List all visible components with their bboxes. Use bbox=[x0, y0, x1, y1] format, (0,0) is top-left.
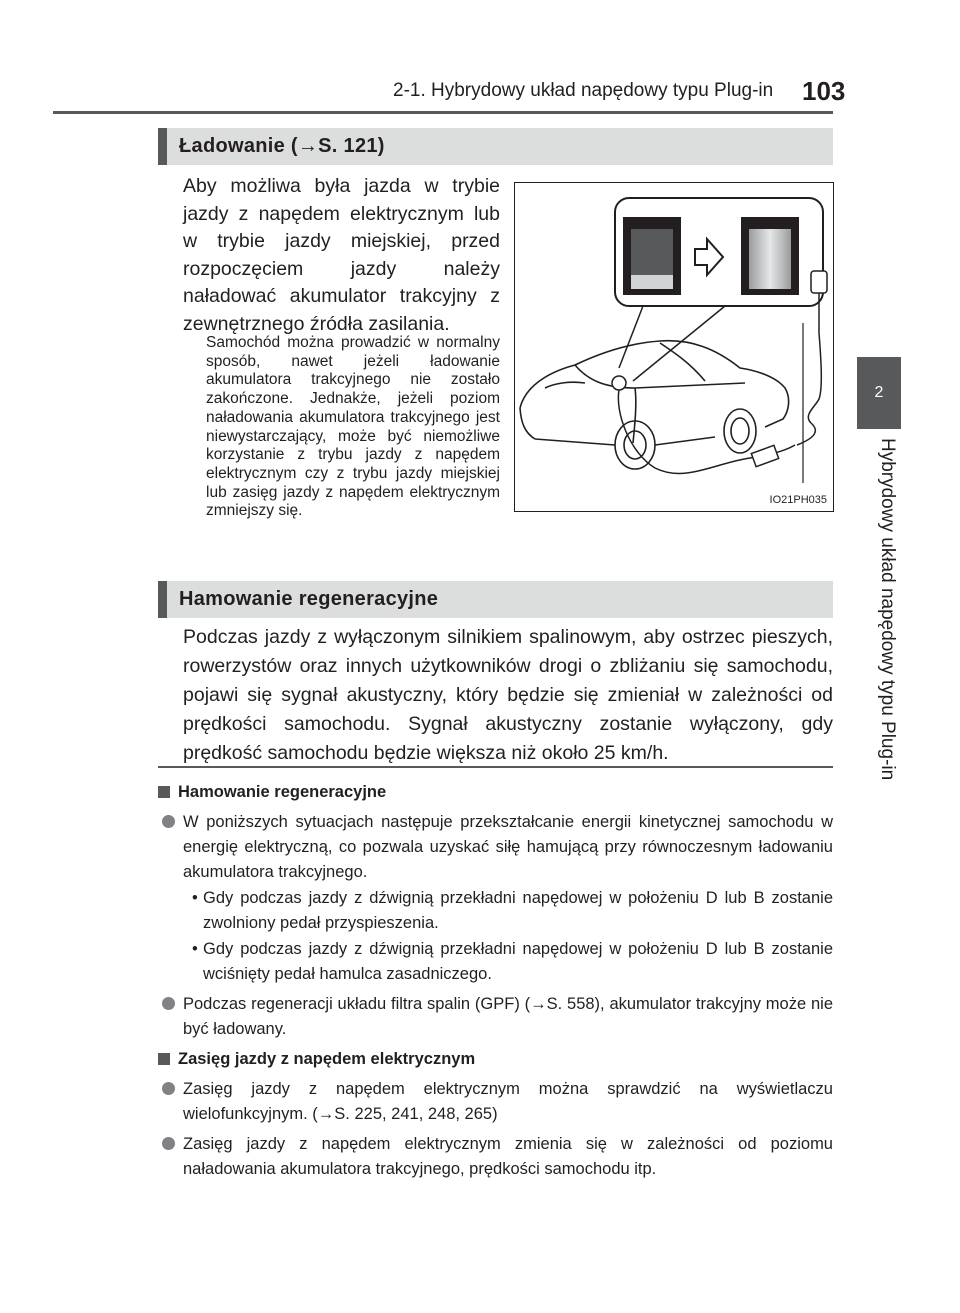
chapter-tab-title: Hybrydowy układ napędowy typu Plug-in bbox=[877, 438, 898, 781]
section-title-charging: Ładowanie (→S. 121) bbox=[158, 128, 833, 165]
section-title-regen: Hamowanie regeneracyjne bbox=[158, 581, 833, 618]
arrow-right-icon bbox=[695, 239, 723, 275]
note-bullet: Zasięg jazdy z napędem elektrycznym można sprawdzić na wyświetlaczu wielofunkcyjnym. (→S. 225, 241, 248, 265) bbox=[183, 1077, 833, 1127]
battery-empty-icon bbox=[623, 217, 681, 295]
chapter-tab-number: 2 bbox=[857, 357, 901, 429]
charging-lead-text: Aby możliwa była jazda w trybie jazdy z napędem elektrycznym lub w trybie jazdy miejskiej, przed rozpoczęciem jazdy należy naładować akumulator trakcyjny z zewnętrznego źródła zasilania. bbox=[183, 175, 500, 335]
note-bullet: W poniższych sytuacjach następuje przekształcanie energii kinetycznej samochodu w energię elektryczną, co pozwala uzyskać siłę hamującą przy równoczesnym ładowaniu akumulatora trakcyjnego. bbox=[183, 810, 833, 885]
regen-body-text: Podczas jazdy z wyłączonym silnikiem spalinowym, aby ostrzec pieszych, rowerzystów oraz innych użytkowników drogi o zbliżaniu się samochodu, pojawi się sygnał akustyczny, który będzie się zmieniał w zależności od prędkości samochodu. Sygnał akustyczny zostanie wyłączony, gdy prędkość samochodu będzie większa niż około 25 km/h. bbox=[183, 626, 833, 764]
figure-code: IO21PH035 bbox=[769, 494, 827, 506]
round-bullet-icon bbox=[162, 1082, 175, 1095]
note-bullet: Zasięg jazdy z napędem elektrycznym zmienia się w zależności od poziomu naładowania akumulatora trakcyjnego, prędkości samochodu itp. bbox=[183, 1132, 833, 1182]
chapter-title: 2-1. Hybrydowy układ napędowy typu Plug-in bbox=[393, 80, 774, 101]
square-bullet-icon bbox=[158, 786, 170, 798]
charging-note-text: Samochód można prowadzić w normalny sposób, nawet jeżeli ładowanie akumulatora trakcyjnego nie zostało zakończone. Jednakże, jeżeli poziom naładowania akumulatora trakcyjnego jest niewystarczający, może być niemożliwe korzystanie z trybu jazdy z napędem elektrycznym czy z trybu jazdy miejskiej lub zasięg jazdy z napędem elektrycznym zmniejszy się. bbox=[206, 334, 500, 520]
round-bullet-icon bbox=[162, 997, 175, 1010]
car-charging-drawing bbox=[515, 183, 833, 483]
battery-full-icon bbox=[741, 217, 799, 295]
round-bullet-icon bbox=[162, 1137, 175, 1150]
note-sub-item: • Gdy podczas jazdy z dźwignią przekładni napędowej w położeniu D lub B zostanie wciśnięty pedał hamulca zasadniczego. bbox=[192, 940, 833, 983]
header-divider bbox=[53, 111, 833, 114]
note-heading-regen: Hamowanie regeneracyjne bbox=[158, 783, 386, 802]
section-divider bbox=[158, 766, 833, 768]
car-icon bbox=[520, 341, 789, 469]
note-bullet: Podczas regeneracji układu filtra spalin (GPF) (→S. 558), akumulator trakcyjny może nie być ładowany. bbox=[183, 992, 833, 1042]
note-sub-item: • Gdy podczas jazdy z dźwignią przekładni napędowej w położeniu D lub B zostanie zwolniony pedał przyspieszenia. bbox=[192, 889, 833, 932]
note-heading-range: Zasięg jazdy z napędem elektrycznym bbox=[158, 1050, 475, 1069]
round-bullet-icon bbox=[162, 815, 175, 828]
charging-illustration bbox=[514, 182, 834, 512]
page-number: 103 bbox=[802, 76, 846, 106]
square-bullet-icon bbox=[158, 1053, 170, 1065]
